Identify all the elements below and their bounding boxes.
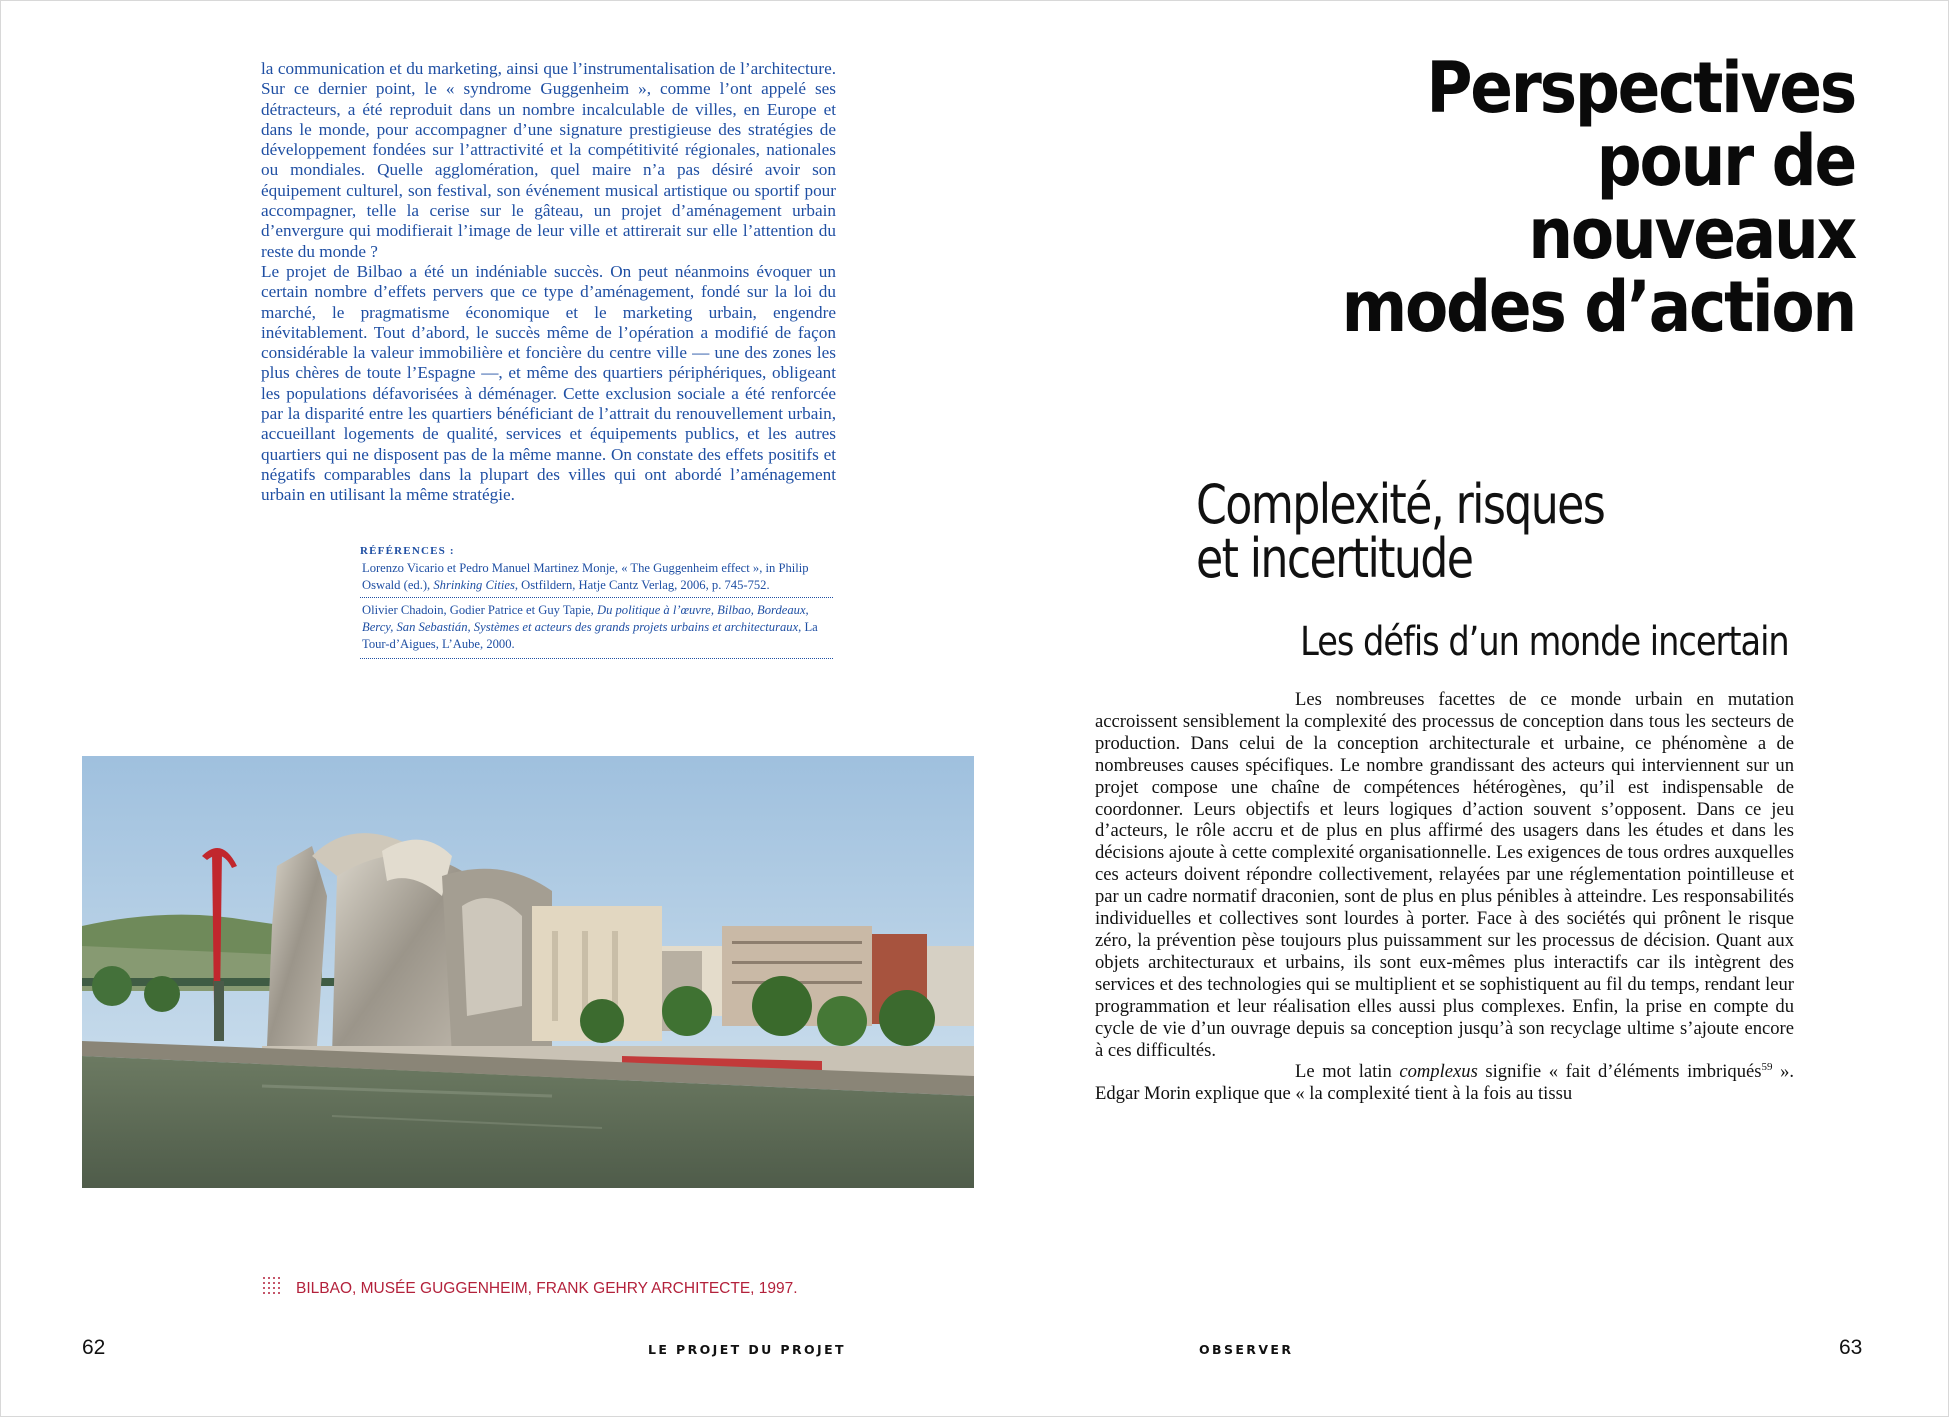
left-paragraph-1: la communication et du marketing, ainsi que l’instrumentalisation de l’architecture. Sur ce dernier point, le « syndrome Guggenheim », comme l’ont appelé ses détracteurs, a été reproduit dans un nombre incalculable de villes, en Europe et dans le monde, pour accompagner d’une signature prestigieuse des stratégies de développement fondées sur l’attractivité et la compétitivité régionales, nationales ou mondiales. Quelle agglomération, quel maire n’a pas désiré avoir son équipement culturel, son festival, son événement musical artistique ou sportif pour accompagner, telle la cerise sur le gâteau, un projet d’aménagement urbain d’envergure qui modifierait l’image de leur ville et attirerait sur elle l’attention du reste du monde ? xyxy=(261,59,836,261)
reference-2 xyxy=(360,602,833,653)
running-head-left: LE PROJET DU PROJET xyxy=(648,1342,846,1357)
reference-1-title: Shrinking Cities xyxy=(433,578,515,592)
reference-2-title: Du politique à l’œuvre, Bilbao, Bordeaux, Bercy, San Sebastián, Systèmes et acteurs des grands projets urbains et architecturaux xyxy=(362,603,809,634)
right-paragraph-1: Les nombreuses facettes de ce monde urbain en mutation accroissent sensiblement la complexité des processus de conception dans tous les secteurs de production. Dans celui de la conception architecturale et urbaine, ce phénomène a de nombreuses causes spécifiques. Le nombre grandissant des acteurs qui interviennent sur un projet compose une chaîne de compétences hétérogènes, qu’il est indispensable de coordonner. Leurs objectifs et leurs logiques d’action souvent s’opposent. Dans ce jeu d’acteurs, le rôle accru et de plus en plus affirmé des usagers dans les études et dans les décisions ajoute à cette complexité organisationnelle. Les exigences de tous ordres auxquelles ces acteurs doivent répondre collectivement, relayées par une réglementation pointilleuse et par un cadre normatif draconien, sont de plus en plus pénibles à atteindre. Les responsabilités individuelles et collectives sont lourdes à porter. Face à des sociétés qui prônent le risque zéro, la prévention pèse toujours plus puissamment sur les processus de décision. Quant aux objets architecturaux et urbains, ils sont eux-mêmes plus interactifs car ils intègrent des services et des technologies qui se multiplient et se sophistiquent au fil du temps, rendant leur programmation et leur réalisation elles aussi plus complexes. Enfin, la prise en compte du cycle de vie d’un ouvrage depuis sa conception jusqu’à son recyclage ultime s’ajoute encore à ces difficultés. xyxy=(1095,689,1794,1061)
section-title xyxy=(1196,473,1622,590)
paragraph-2-end: ». Edgar Morin explique que « la complexité tient à la fois au tissu xyxy=(1095,1061,1795,1105)
left-body-text xyxy=(261,59,836,506)
section-subtitle: Les défis d’un monde incertain xyxy=(1300,619,1789,665)
reference-1-tail: , Ostfildern, Hatje Cantz Verlag, 2006, p. 745-752. xyxy=(514,578,770,592)
reference-1-text: Lorenzo Vicario et Pedro Manuel Martinez Monje, « The Guggenheim effect », in Philip Oswald (ed.), xyxy=(362,561,809,592)
chapter-title xyxy=(1225,47,1855,348)
reference-divider xyxy=(360,597,833,598)
section-title-line: Complexité, risques xyxy=(1196,473,1605,536)
latin-term: complexus xyxy=(1399,1061,1478,1083)
reference-bottom-rule xyxy=(360,658,833,659)
paragraph-2-start: Le mot latin xyxy=(1295,1061,1400,1083)
reference-1 xyxy=(360,560,833,594)
footnote-marker[interactable]: 59 xyxy=(1761,1061,1773,1074)
page-number-right: 63 xyxy=(1839,1336,1863,1359)
running-head-right: OBSERVER xyxy=(1199,1342,1294,1357)
photo-caption: BILBAO, MUSÉE GUGGENHEIM, FRANK GEHRY ARCHITECTE, 1997. xyxy=(296,1280,798,1297)
caption-dots-icon xyxy=(262,1276,282,1296)
references-box xyxy=(360,543,833,659)
reference-2-text: Olivier Chadoin, Godier Patrice et Guy Tapie, xyxy=(362,603,597,617)
reference-2-tail: , La Tour-d’Aigues, L’Aube, 2000. xyxy=(362,620,818,651)
right-paragraph-2 xyxy=(1095,1061,1794,1105)
paragraph-2-middle: signifie « fait d’éléments imbriqués xyxy=(1477,1061,1762,1083)
guggenheim-photo xyxy=(82,756,974,1188)
page-number-left: 62 xyxy=(82,1336,106,1359)
chapter-title-line: modes d’action xyxy=(1341,266,1855,348)
chapter-title-line: pour de xyxy=(1596,120,1855,202)
chapter-title-line: nouveaux xyxy=(1528,193,1855,275)
section-title-line: et incertitude xyxy=(1196,527,1473,590)
left-paragraph-2: Le projet de Bilbao a été un indéniable succès. On peut néanmoins évoquer un certain nombre d’effets pervers que ce type d’aménagement, fondé sur la loi du marché, le pragmatisme économique et le marketing urbain, engendre inévitablement. Tout d’abord, le succès même de l’opération a modifié de façon considérable la valeur immobilière et foncière du centre ville — une des zones les plus chères de toute l’Espagne —, et même des quartiers périphériques, obligeant les populations défavorisées à déménager. Cette exclusion sociale a été renforcée par la disparité entre les quartiers bénéficiant de l’attrait du renouvellement urbain, accueillant logements de qualité, services et équipements publics, et les autres quartiers qui ne disposent pas de la même manne. On constate des effets positifs et négatifs comparables dans la plupart des villes qui ont abordé l’aménagement urbain en utilisant la même stratégie. xyxy=(261,261,836,505)
references-heading: RÉFÉRENCES : xyxy=(360,545,455,557)
chapter-title-line: Perspectives xyxy=(1426,47,1855,129)
right-body-text xyxy=(1095,689,1794,1105)
